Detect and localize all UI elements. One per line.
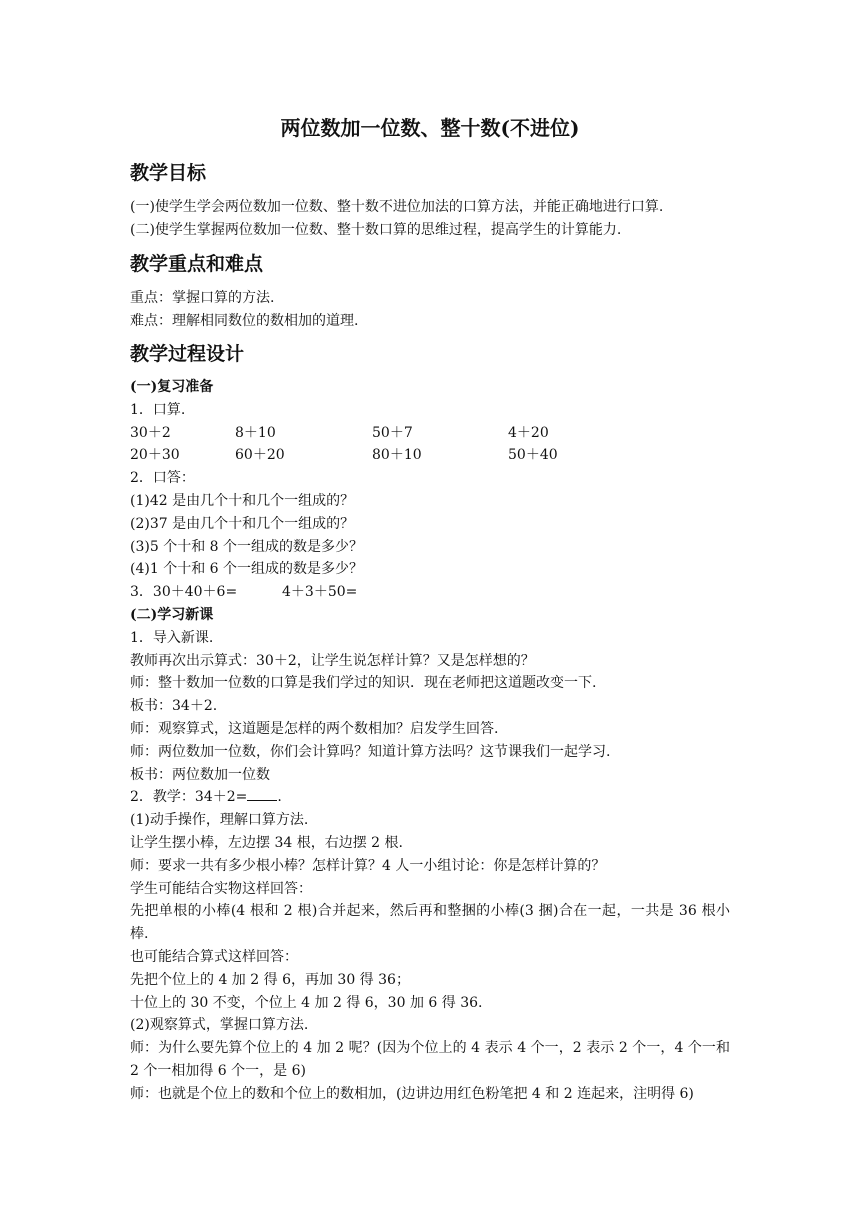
lesson-line: 学生可能结合实物这样回答： [130,880,312,897]
calc-cell: 50＋7 [372,424,413,441]
lesson-line: 板书：两位数加一位数 [130,766,270,783]
item-oral-answer: 2．口答： [130,470,195,487]
lesson-line: 先把个位上的 4 加 2 得 6，再加 30 得 36； [130,971,410,988]
question-line: (4)1 个十和 6 个一组成的数是多少？ [130,561,363,578]
calc-cell: 60＋20 [235,447,285,464]
difficulty-line: 难点：理解相同数位的数相加的道理. [130,312,359,329]
item-mixed-calc [130,581,730,604]
question-line: (3)5 个十和 8 个一组成的数是多少？ [130,538,363,555]
goals-block [130,196,730,242]
lesson-line: 1．导入新课. [130,629,214,646]
question-line: (2)37 是由几个十和几个一组成的？ [130,515,355,532]
answer-blank [247,786,277,801]
document-title: 两位数加一位数、整十数(不进位) [280,116,580,140]
goal-line-1: (一)使学生学会两位数加一位数、整十数不进位加法的口算方法，并能正确地进行口算. [130,199,664,215]
process-block [130,376,730,1106]
question-line: (1)42 是由几个十和几个一组成的？ [130,492,355,509]
calc-cell: 4＋20 [508,424,549,441]
heading-teaching-goals: 教学目标 [130,162,207,184]
key-point-line: 重点：掌握口算的方法. [130,290,275,306]
lesson-line: 师：整十数加一位数的口算是我们学过的知识．现在老师把这道题改变一下. [130,675,597,692]
lesson-line: 师：要求一共有多少根小棒？怎样计算？4 人一小组讨论：你是怎样计算的？ [130,857,606,874]
lesson-line: 让学生摆小棒，左边摆 34 根，右边摆 2 根. [130,834,403,851]
subsection-review: (一)复习准备 [130,379,214,395]
goal-line-2: (二)使学生掌握两位数加一位数、整十数口算的思维过程，提高学生的计算能力. [130,221,622,238]
calc-cell: 50＋40 [508,447,558,464]
mixed-calc-b: 4＋3＋50= [282,584,358,601]
calc-row-1 [130,422,730,445]
calc-cell: 20＋30 [130,447,180,464]
calc-row-2 [130,444,730,467]
lesson-line: 十位上的 30 不变，个位上 4 加 2 得 6，30 加 6 得 36. [130,994,483,1011]
lesson-line: 教师再次出示算式：30＋2，让学生说怎样计算？又是怎样想的？ [130,652,535,669]
heading-key-points: 教学重点和难点 [130,253,264,275]
item-oral-calc: 1．口算. [130,401,186,418]
teach-prefix: 2．教学：34＋2= [130,789,248,806]
lesson-line: 师：观察算式，这道题是怎样的两个数相加？启发学生回答. [130,720,499,737]
heading-process-design: 教学过程设计 [130,343,245,365]
calc-cell: 8＋10 [235,424,276,441]
lesson-line: 也可能结合算式这样回答： [130,948,298,965]
calc-cell: 30＋2 [130,424,171,441]
lesson-line-last: 师：也就是个位上的数和个位上的数相加，(边讲边用红色粉笔把 4 和 2 连起来，注明得 6) [130,1085,694,1102]
teach-suffix: . [277,789,282,806]
teach-line [130,786,730,809]
key-points-block [130,287,730,333]
lesson-line: 板书：34＋2. [130,698,218,715]
lesson-line: (1)动手操作，理解口算方法. [130,812,309,829]
calc-cell: 80＋10 [372,447,422,464]
answer-paragraph-1: 先把单根的小棒(4 根和 2 根)合并起来，然后再和整捆的小棒(3 捆)合在一起，一共是 36 根小棒. [130,903,730,943]
lesson-line: (2)观察算式，掌握口算方法. [130,1017,309,1034]
mixed-calc-a: 3．30＋40＋6= [130,584,238,601]
lesson-line: 师：两位数加一位数，你们会计算吗？知道计算方法吗？这节课我们一起学习. [130,743,611,760]
subsection-new-lesson: (二)学习新课 [130,606,214,623]
answer-paragraph-2: 师：为什么要先算个位上的 4 加 2 呢？(因为个位上的 4 表示 4 个一，2 表示 2 个一，4 个一和 2 个一相加得 6 个一，是 6) [130,1040,730,1079]
